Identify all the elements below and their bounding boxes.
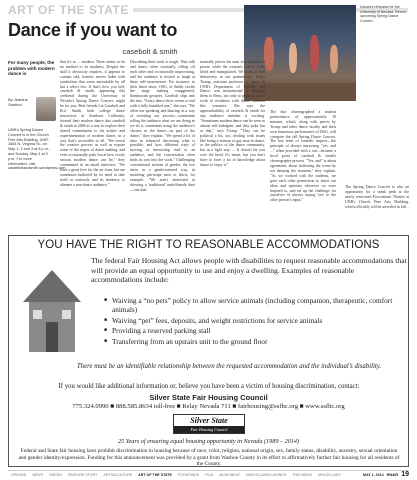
article-paragraph: normally places the man in a position of power, while the woman's role is to be lifted and manipulated. We work to find democracy in our partnership." Jessie Tromp, assistant professor of dance in UNR's Department of Theater and Dance, was instrumental in bringing them to Reno, not only to perform but to work in residence with dance students this semester. She says the approachability of casebolt & smith for any audience member is exciting. "Sometimes modern dance can be seen as almost self-indulgent, and they poke fun at that," says Tromp. "They can be political a bit, too, dealing with issues like being a woman or gay man in dance, or the politics of the dance community, but in a light way. ... It doesn't hit you over the head. It's smart, but you don't have to have a lot of knowledge about dance to enjoy it." <box>200 60 265 168</box>
section-title: ART OF THE STATE <box>8 3 129 17</box>
byline: casebolt & smith <box>122 47 178 56</box>
article-column-3 <box>200 60 265 171</box>
ad-intro: The federal Fair Housing Act allows people with disabilities to request reasonable accommodations that will provide an equal opportunity to use and enjoy a dwelling. Examples of reasonable accommodations include: <box>91 256 407 285</box>
dancer-figure <box>264 37 274 71</box>
ad-banner: YOU HAVE THE RIGHT TO REASONABLE ACCOMMODATIONS <box>37 239 380 251</box>
dancer-figure <box>310 35 319 71</box>
ad-org-name: Silver State Fair Housing Council <box>149 393 268 402</box>
dancer-figure <box>289 43 297 73</box>
event-info: UNR's Spring Dance Concert is in the Church Fine Arts Building, UNR, 1664 N. Virginia St., on May 1, 2 and 3 at 8 p.m., and Sunday, May 4 at 2 p.m. For more information, visit casteboltandsmith.wordpress.com <box>8 128 66 171</box>
ad-emphasis: There must be an identifiable relationship between the requested accommodation and the individual’s disability. <box>76 363 382 370</box>
article-column-5 <box>345 185 409 213</box>
author-tag: By Jeanine Santina <box>8 97 28 107</box>
nav-item-news[interactable]: NEWS <box>32 472 43 477</box>
article-column-2 <box>130 60 195 195</box>
headline: Dance if you want to <box>8 20 178 40</box>
nav-item-green[interactable]: GREEN <box>48 472 62 477</box>
footer-nav <box>8 470 409 478</box>
nav-item-arts-culture[interactable]: ARTS&CULTURE <box>103 472 133 477</box>
article-paragraph: Describing their work is tough: They talk and dance, often ironically, riffing off each other and occasionally improvising, and the audience is invited to laugh at these self-awarenesses. For instance, in their latest show, OSG, in Smith circles the stage making exaggerated, flamboyant gestures, Casebolt slips into the mix. "Every dance show seems to end with a fully humbled one," she says. "We often use speaking and dancing as a way of revealing our process—sometimes telling the audience what we are doing as we do it, sometimes using the audience's choices in the dance—as part of the dance," they explain. "We spend a lot of time in rehearsal discussing what is possible, and how different ways of moving or interacting read to an audience, and the conversation often finds its way into the work." Challenging conventional notions of gender, the two show in a gentle-natured way, in matching pin-stripe suits or shirts, for example. "We aren't interested in showing a 'traditional' male/female duet—one that <box>130 60 195 192</box>
list-item: ■ Waiving “pet” fees, deposits, and weight restrictions for service animals <box>104 316 404 325</box>
dancer-figure <box>330 45 338 73</box>
article-paragraph: The Spring Dance Concert is also an opportunity for a sneak peek at the newly renovated Proscenium Theatre at UNR's Church Fine Arts Building, which officially will be unveiled in fall. <box>345 185 409 209</box>
article-paragraph: that it's so ... modern. There seems to be no method to its madness. Despite the skill it obviously requires, it appears to contain odd, frenetic moves laden with symbolism that seem unreadable by all but a select few. If that's how you feel, casebolt & smith, appearing this weekend during the University of Nevada's Spring Dance Concert, might be for you. Best friends Liz Casebolt and Eric Smith, both college dance instructors in Southern California, formed their modern dance duo casebolt & smith in 2006 as a way to explore their shared commitment to the artistic and experimentation of modern dance, in a way that's accessible to all. "We reveal the creative process as well as expose some of the tropes of dance making, and even occasionally poke fun at how overly serious modern dance can be," they commented in an email interview. "We have a great love for the art form, but are sometimes bothered by its need to take itself so seriously and its tendency to alienate a non-dance audience." <box>60 60 125 187</box>
author-photo <box>36 97 56 121</box>
ad-contact-line: 775.324.0990 ■ 888.585.8634 toll-free ■ Relay Nevada 711 ■ fairhousing@ssfhc.org ■ www.ssfhc.org <box>72 403 345 410</box>
logo-bottom-text: Fair Housing Council <box>174 426 244 433</box>
pullquote: For many people, the problem with modern dance is <box>8 60 55 77</box>
photo-caption: Dancers rehearse for the University of Nevada, Reno's upcoming Spring Dance Concert. <box>360 5 407 23</box>
article-column-4 <box>270 110 336 206</box>
ad-tagline: 25 Years of ensuring equal housing opportunity in Nevada (1989 – 2014) <box>117 438 300 445</box>
ad-contact: If you would like additional information or, believe you have been a victim of housing discrimination, contact: <box>58 383 360 390</box>
publication-brand: RN&R <box>386 472 399 477</box>
issue-date: MAY 1, 2014 <box>363 472 384 477</box>
nav-item-opinion[interactable]: OPINION <box>11 472 27 477</box>
org-logo <box>173 414 245 434</box>
nav-item-this-week[interactable]: THIS WEEK <box>292 472 313 477</box>
nav-item-musicbeat[interactable]: MUSICBEAT <box>219 472 241 477</box>
accommodation-list <box>104 296 404 347</box>
logo-top-text: Silver State <box>190 416 228 425</box>
list-item: ■ Transferring from an upstairs unit to the ground floor <box>104 337 404 346</box>
nav-item-feature-story[interactable]: FEATURE STORY <box>67 472 98 477</box>
nav-item-art-of-the-state[interactable]: ART OF THE STATE <box>138 472 172 477</box>
nav-item-miscellany[interactable]: MISCELLANY <box>318 472 341 477</box>
list-item: ■ Waiving a “no pets” policy to allow service animals (including companion, therapeutic, comfort animals) <box>104 296 404 315</box>
page-number: 19 <box>401 471 409 478</box>
nav-item-nightclubs[interactable]: NIGHTCLUBS/CASINOS <box>246 472 287 477</box>
ad-legal-footer: Federal and State fair housing laws prohibit discrimination in housing because of race, color, religion, national origin, sex, family status, disability, ancestry, sexual orientation and gender identity/expression. Funding for this announcement was provided by a grant from Washoe County in its effort to affirmatively further fair housing for all residents of the County. <box>18 448 400 468</box>
nav-item-film[interactable]: FILM <box>205 472 214 477</box>
list-item: ■ Providing a reserved parking stall <box>104 326 404 335</box>
nav-item-foodfinds[interactable]: FOODFINDS <box>177 472 200 477</box>
fair-housing-ad <box>8 235 409 467</box>
article-column-1 <box>60 60 125 191</box>
fair-housing-house-icon <box>19 260 85 360</box>
article-paragraph: The duo choreographed a student performance of approximately 10 minutes, which, along with pieces by Tromp and other dance faculty and their own humorous performance of DSG, will comprise the fall Spring Dance Concert. The key tenet of comedic improv—the principle of always answering "yes, and ..." when provided with a cue—became a focal point of casebolt & smith's choreography process. "Yes, and" is about agreement, about furthering the scene by not denying the moment," they explain. "As we worked with the students, we gave each other permission to insert our ideas and opinions wherever we were inspired to, and set up the challenge for ourselves of always saying 'yes' to the other person's input." <box>270 110 336 203</box>
